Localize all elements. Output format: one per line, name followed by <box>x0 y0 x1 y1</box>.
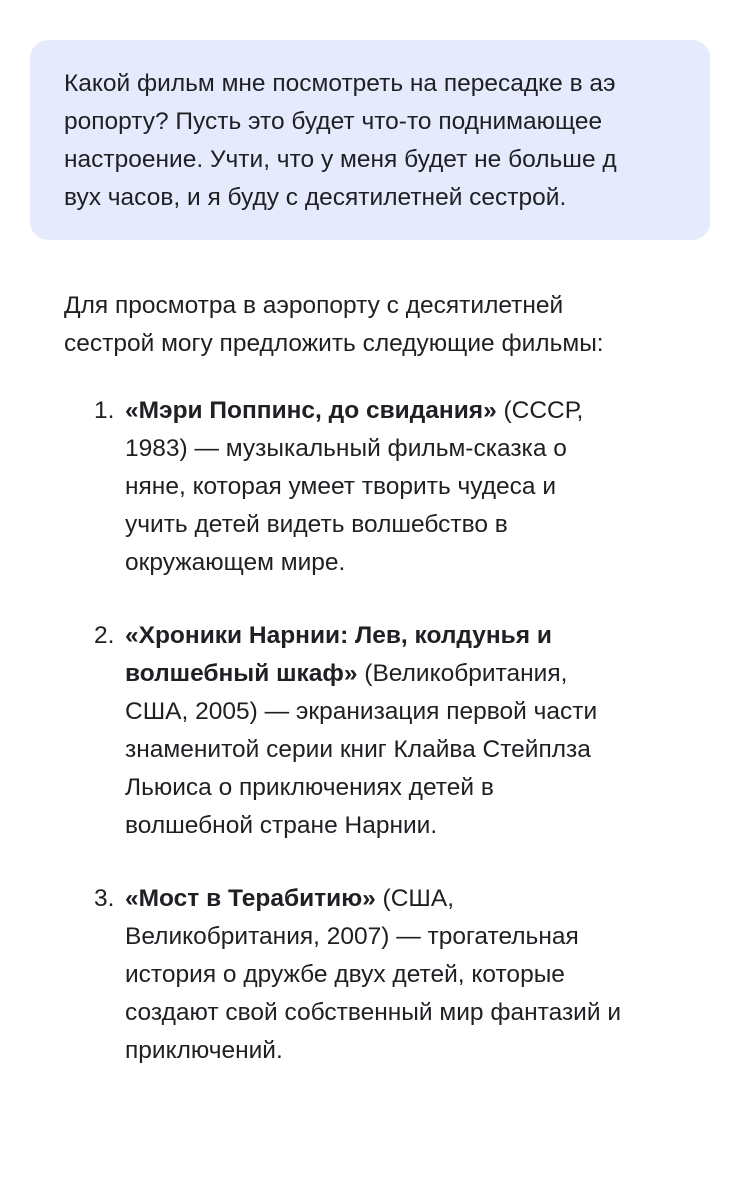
movie-meta: (СССР, <box>496 397 584 424</box>
movie-item-2 <box>64 617 704 845</box>
user-message-line: Какой фильм мне посмотреть на пересадке в аэ <box>64 70 616 97</box>
movie-line <box>125 880 704 918</box>
user-message-line: настроение. Учти, что у меня будет не больше д <box>64 146 617 173</box>
movie-number: 1. <box>94 397 115 424</box>
movie-line <box>125 392 704 430</box>
movie-line: Великобритания, 2007) — трогательная <box>125 923 579 950</box>
movie-meta: (Великобритания, <box>357 660 568 687</box>
movie-line <box>125 655 704 693</box>
movie-line: история о дружбе двух детей, которые <box>125 961 565 988</box>
movie-title: «Мост в Терабитию» <box>125 885 376 912</box>
movie-line <box>125 617 704 655</box>
movie-line: окружающем мире. <box>125 549 346 576</box>
movie-line: приключений. <box>125 1037 283 1064</box>
user-message-line: ропорту? Пусть это будет что-то поднимающее <box>64 108 603 135</box>
movie-line: волшебной стране Нарнии. <box>125 812 438 839</box>
movie-line: Льюиса о приключениях детей в <box>125 774 494 801</box>
answer-intro-line: сестрой могу предложить следующие фильмы: <box>64 330 604 357</box>
movie-item-1 <box>64 392 704 582</box>
movie-line: учить детей видеть волшебство в <box>125 511 508 538</box>
movie-list <box>64 392 704 1070</box>
answer-intro-line: Для просмотра в аэропорту с десятилетней <box>64 292 564 319</box>
movie-line: знаменитой серии книг Клайва Стейплза <box>125 736 591 763</box>
movie-item-3 <box>64 880 704 1070</box>
user-message-line: вух часов, и я буду с десятилетней сестрой. <box>64 184 567 211</box>
movie-title: «Хроники Нарнии: Лев, колдунья и <box>125 622 552 649</box>
movie-number: 2. <box>94 622 115 649</box>
movie-meta: (США, <box>375 885 455 912</box>
movie-number: 3. <box>94 885 115 912</box>
movie-line: создают свой собственный мир фантазий и <box>125 999 622 1026</box>
movie-title: «Мэри Поппинс, до свидания» <box>125 397 497 424</box>
assistant-answer <box>64 287 704 1105</box>
movie-line: няне, которая умеет творить чудеса и <box>125 473 557 500</box>
movie-line: 1983) — музыкальный фильм-сказка о <box>125 435 567 462</box>
user-message-bubble <box>30 40 710 240</box>
movie-title: волшебный шкаф» <box>125 660 358 687</box>
movie-line: США, 2005) — экранизация первой части <box>125 698 598 725</box>
